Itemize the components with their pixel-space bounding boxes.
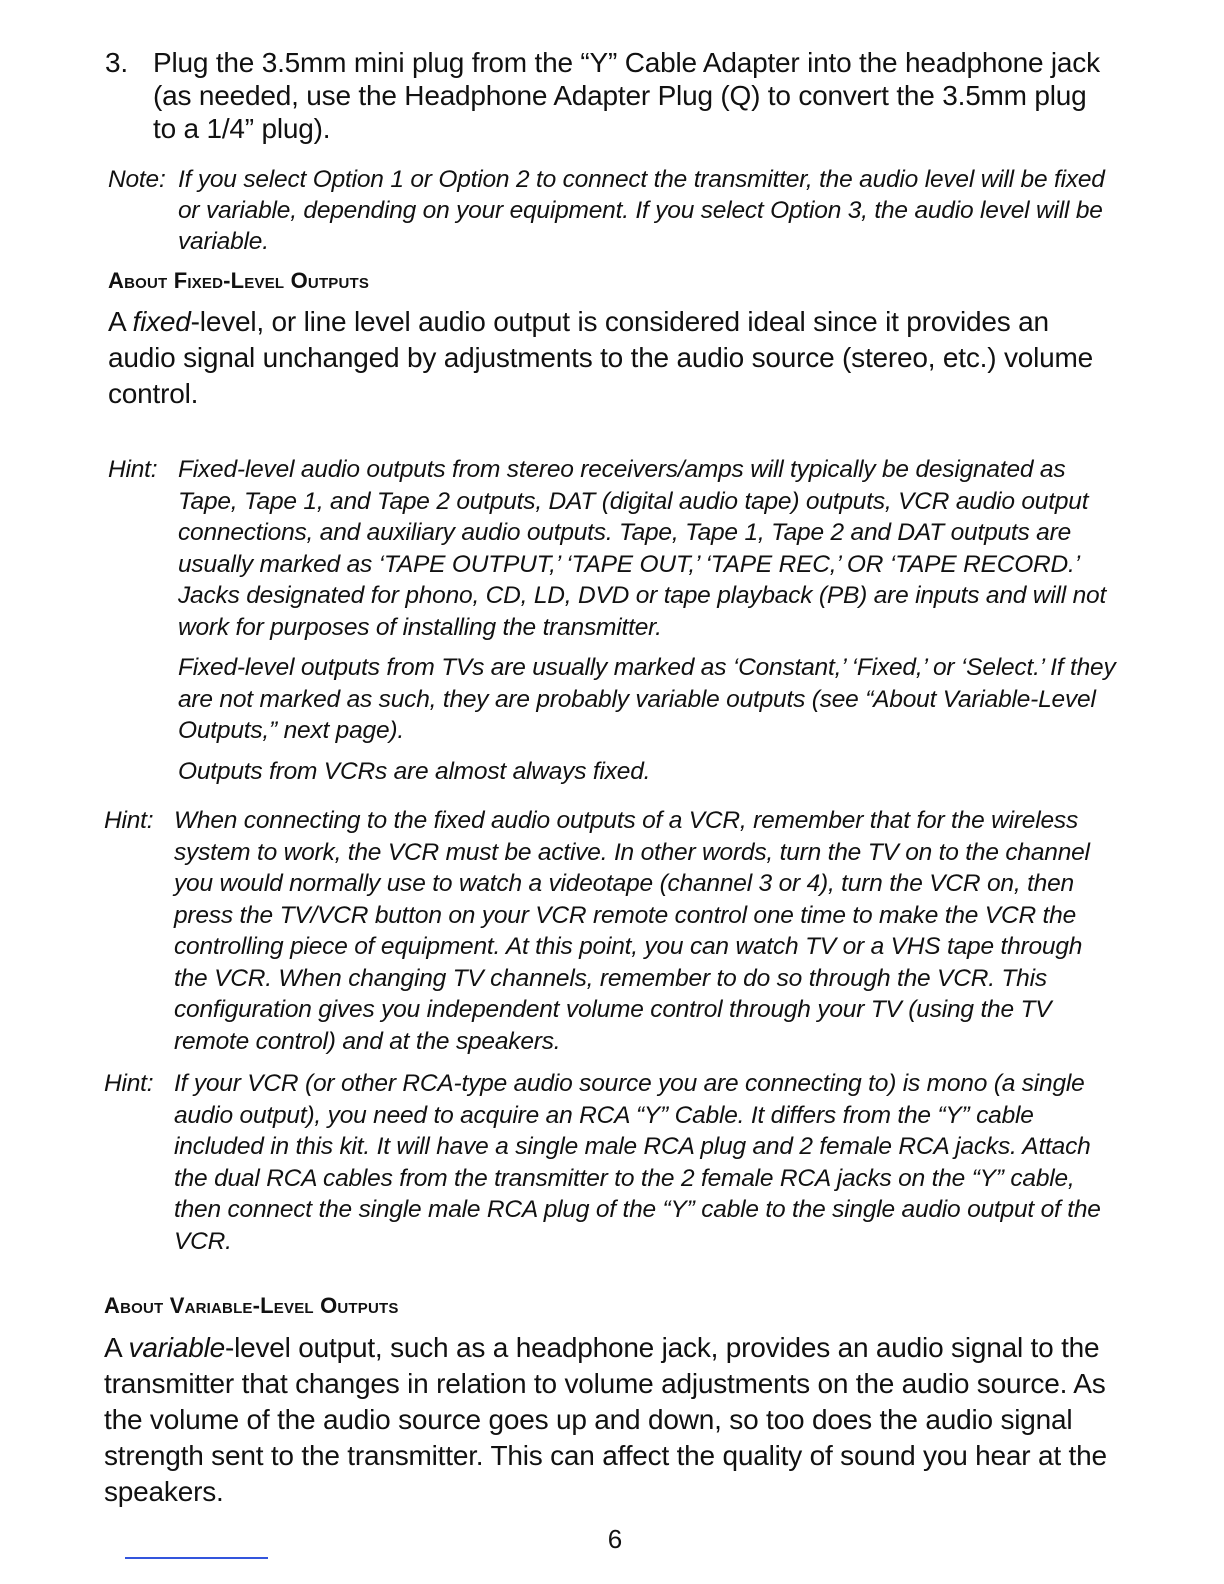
hint-label: Hint: bbox=[104, 1070, 154, 1097]
variable-intro-prefix: A bbox=[104, 1332, 129, 1363]
hint-2-paragraph-1: When connecting to the fixed audio outputs of a VCR, remember that for the wireless system to work, the VCR must be active. In other words, turn the TV on to the channel you would normally use to watch a videotape (channel 3 or 4), turn the VCR on, then press the TV/VCR button on your VCR remote control one time to make the VCR the controlling piece of equipment. At this point, you can watch TV or a VHS tape through the VCR. When changing TV channels, remember to do so through the VCR. This configuration gives you independent volume control through your TV (using the TV remote control) and at the speakers. bbox=[174, 807, 1090, 1055]
hint-block-2 bbox=[104, 805, 1114, 1066]
variable-level-heading: About Variable-Level Outputs bbox=[104, 1293, 399, 1318]
fixed-level-intro bbox=[108, 304, 1118, 412]
fixed-intro-prefix: A bbox=[108, 306, 133, 337]
footer-rule bbox=[125, 1557, 268, 1559]
hint-1-paragraph-1: Fixed-level audio outputs from stereo receivers/amps will typically be designated as Tape, Tape 1, and Tape 2 outputs, DAT (digital audio tape) outputs, VCR audio output connections, and auxiliary audio outputs. Tape, Tape 1, Tape 2 and DAT outputs are usually marked as ‘TAPE OUTPUT,’ ‘TAPE OUT,’ ‘TAPE REC,’ OR ‘TAPE RECORD.’ Jacks designated for phono, CD, LD, DVD or tape playback (PB) are inputs and will not work for purposes of installing the transmitter. bbox=[178, 456, 1107, 641]
hint-1-paragraph-2: Fixed-level outputs from TVs are usually marked as ‘Constant,’ ‘Fixed,’ or ‘Select.’ If they are not marked as such, they are probably variable outputs (see “About Variable-Level Outputs,” next page). bbox=[178, 654, 1116, 744]
hint-label: Hint: bbox=[108, 456, 158, 483]
hint-3-paragraph-1: If your VCR (or other RCA-type audio source you are connecting to) is mono (a single audio output), you need to acquire an RCA “Y” Cable. It differs from the “Y” cable included in this kit. It will have a single male RCA plug and 2 female RCA jacks. Attach the dual RCA cables from the transmitter to the 2 female RCA jacks on the “Y” cable, then connect the single male RCA plug of the “Y” cable to the single audio output of the VCR. bbox=[174, 1070, 1101, 1255]
step-number: 3. bbox=[105, 47, 128, 78]
fixed-intro-rest: -level, or line level audio output is considered ideal since it provides an audio signal unchanged by adjustments to the audio source (stereo, etc.) volume control. bbox=[108, 306, 1094, 409]
note-text: If you select Option 1 or Option 2 to connect the transmitter, the audio level will be fixed or variable, depending on your equipment. If you select Option 3, the audio level will be variable. bbox=[178, 166, 1105, 255]
variable-intro-emphasis: variable bbox=[128, 1332, 225, 1363]
hint-block-1 bbox=[108, 454, 1118, 796]
page-number: 6 bbox=[607, 1524, 623, 1554]
hint-label: Hint: bbox=[104, 807, 154, 834]
hint-block-3 bbox=[104, 1068, 1114, 1266]
instruction-step-3 bbox=[105, 46, 1115, 145]
fixed-level-heading: About Fixed-Level Outputs bbox=[108, 268, 370, 293]
step-text: Plug the 3.5mm mini plug from the “Y” Cable Adapter into the headphone jack (as needed, use the Headphone Adapter Plug (Q) to convert the 3.5mm plug to a 1/4” plug). bbox=[153, 47, 1100, 144]
note-block bbox=[108, 164, 1118, 257]
note-label: Note: bbox=[108, 166, 166, 193]
fixed-intro-emphasis: fixed bbox=[132, 306, 191, 337]
variable-level-intro bbox=[104, 1330, 1114, 1510]
variable-intro-rest: -level output, such as a headphone jack, provides an audio signal to the transmitter that changes in relation to volume adjustments on the audio source. As the volume of the audio source goes up and down, so too does the audio signal strength sent to the transmitter. This can affect the quality of sound you hear at the speakers. bbox=[104, 1332, 1107, 1507]
hint-1-paragraph-3: Outputs from VCRs are almost always fixed. bbox=[178, 757, 651, 785]
